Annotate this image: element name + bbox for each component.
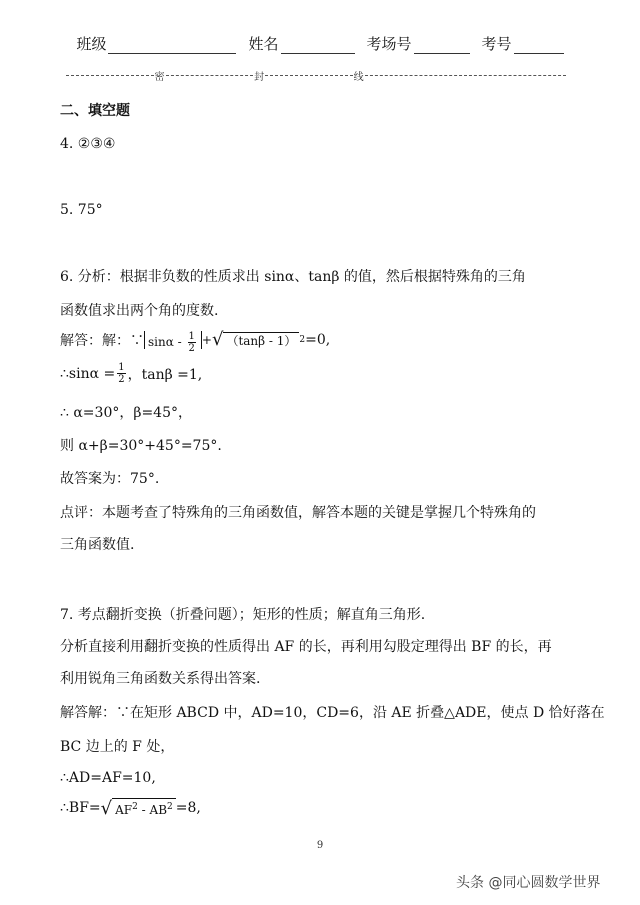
number-label: 考号 [481, 35, 512, 53]
seal-dash [66, 75, 154, 76]
q6-answer-equation [60, 329, 331, 354]
radicand: （tanβ - 1） [223, 332, 299, 349]
square-root [101, 798, 176, 818]
seal-char-xian: 线 [353, 72, 364, 83]
radicand-af: AF [115, 803, 133, 817]
seal-dash [265, 75, 353, 76]
step1-prefix: ∴sinα = [60, 365, 116, 382]
watermark: 头条 @同心圆数学世界 [456, 875, 601, 891]
exponent: 2 [299, 335, 306, 345]
page-number: 9 [316, 840, 324, 851]
square-root [212, 331, 299, 349]
seal-line [66, 68, 566, 83]
exponent: 2 [167, 802, 173, 812]
absolute-value [144, 331, 202, 354]
fraction-numerator: 1 [188, 331, 195, 342]
equals-zero: =0, [305, 332, 331, 348]
name-field [248, 33, 354, 54]
q7-step-1: ∴AD=AF=10, [60, 770, 156, 786]
q7-analysis-1: 分析直接利用翻折变换的性质得出 AF 的长，再利用勾股定理得出 BF 的长，再 [60, 639, 552, 655]
q6-analysis-1: 6. 分析：根据非负数的性质求出 sinα、tanβ 的值，然后根据特殊角的三角 [60, 269, 526, 285]
fraction-denominator: 2 [188, 343, 195, 354]
q6-answer-prefix: 解答：解：∵ [60, 333, 144, 349]
exam-header [0, 33, 640, 54]
q7-solution-2: BC 边上的 F 处， [60, 739, 175, 755]
section-title: 二、填空题 [60, 103, 130, 119]
q6-final-answer: 故答案为：75°. [60, 471, 160, 487]
exponent: 2 [132, 802, 138, 812]
seal-char-mi: 密 [154, 72, 165, 83]
q7-step-2 [60, 798, 201, 818]
plus-sign: + [201, 333, 212, 347]
q6-comment-1: 点评：本题考查了特殊角的三角函数值，解答本题的关键是掌握几个特殊角的 [60, 505, 536, 521]
fraction-numerator: 1 [118, 362, 125, 373]
q6-step-3: 则 α+β=30°+45°=75°. [60, 438, 222, 454]
class-label: 班级 [76, 35, 107, 53]
answer-5: 5. 75° [60, 202, 103, 218]
number-blank[interactable] [514, 39, 564, 54]
number-field [482, 33, 564, 54]
room-label: 考场号 [366, 35, 412, 53]
q7-analysis-2: 利用锐角三角函数关系得出答案. [60, 671, 261, 687]
step2-prefix: ∴BF= [60, 800, 101, 816]
name-blank[interactable] [281, 39, 355, 54]
seal-dash [166, 75, 254, 76]
radical-sign-icon: √ [211, 329, 224, 350]
step2-suffix: =8, [175, 800, 201, 816]
room-blank[interactable] [414, 39, 470, 54]
q6-analysis-2: 函数值求出两个角的度数. [60, 303, 219, 319]
step1-suffix: ，tanβ =1, [127, 366, 203, 383]
radicand [112, 798, 176, 818]
q7-topic: 7. 考点翻折变换（折叠问题）；矩形的性质；解直角三角形. [60, 607, 426, 623]
answer-4: 4. ②③④ [60, 136, 116, 152]
radicand-ab: - AB [137, 803, 168, 817]
name-label: 姓名 [248, 35, 279, 53]
class-field [76, 33, 236, 54]
q6-step-2: ∴ α=30°，β=45°， [60, 405, 192, 421]
seal-char-feng: 封 [254, 72, 265, 83]
fraction-denominator: 2 [118, 374, 125, 385]
q6-step-1 [60, 362, 202, 385]
radical-sign-icon: √ [100, 798, 113, 819]
fraction-half [188, 331, 196, 354]
abs-content: sinα - [148, 335, 186, 349]
class-blank[interactable] [108, 39, 236, 54]
q6-comment-2: 三角函数值. [60, 537, 135, 553]
seal-dash [365, 75, 566, 76]
room-field [367, 33, 470, 54]
q7-solution-1: 解答解：∵在矩形 ABCD 中，AD=10，CD=6，沿 AE 折叠△ADE，使点 D 恰好落在 [60, 705, 605, 721]
fraction-half [117, 362, 125, 385]
